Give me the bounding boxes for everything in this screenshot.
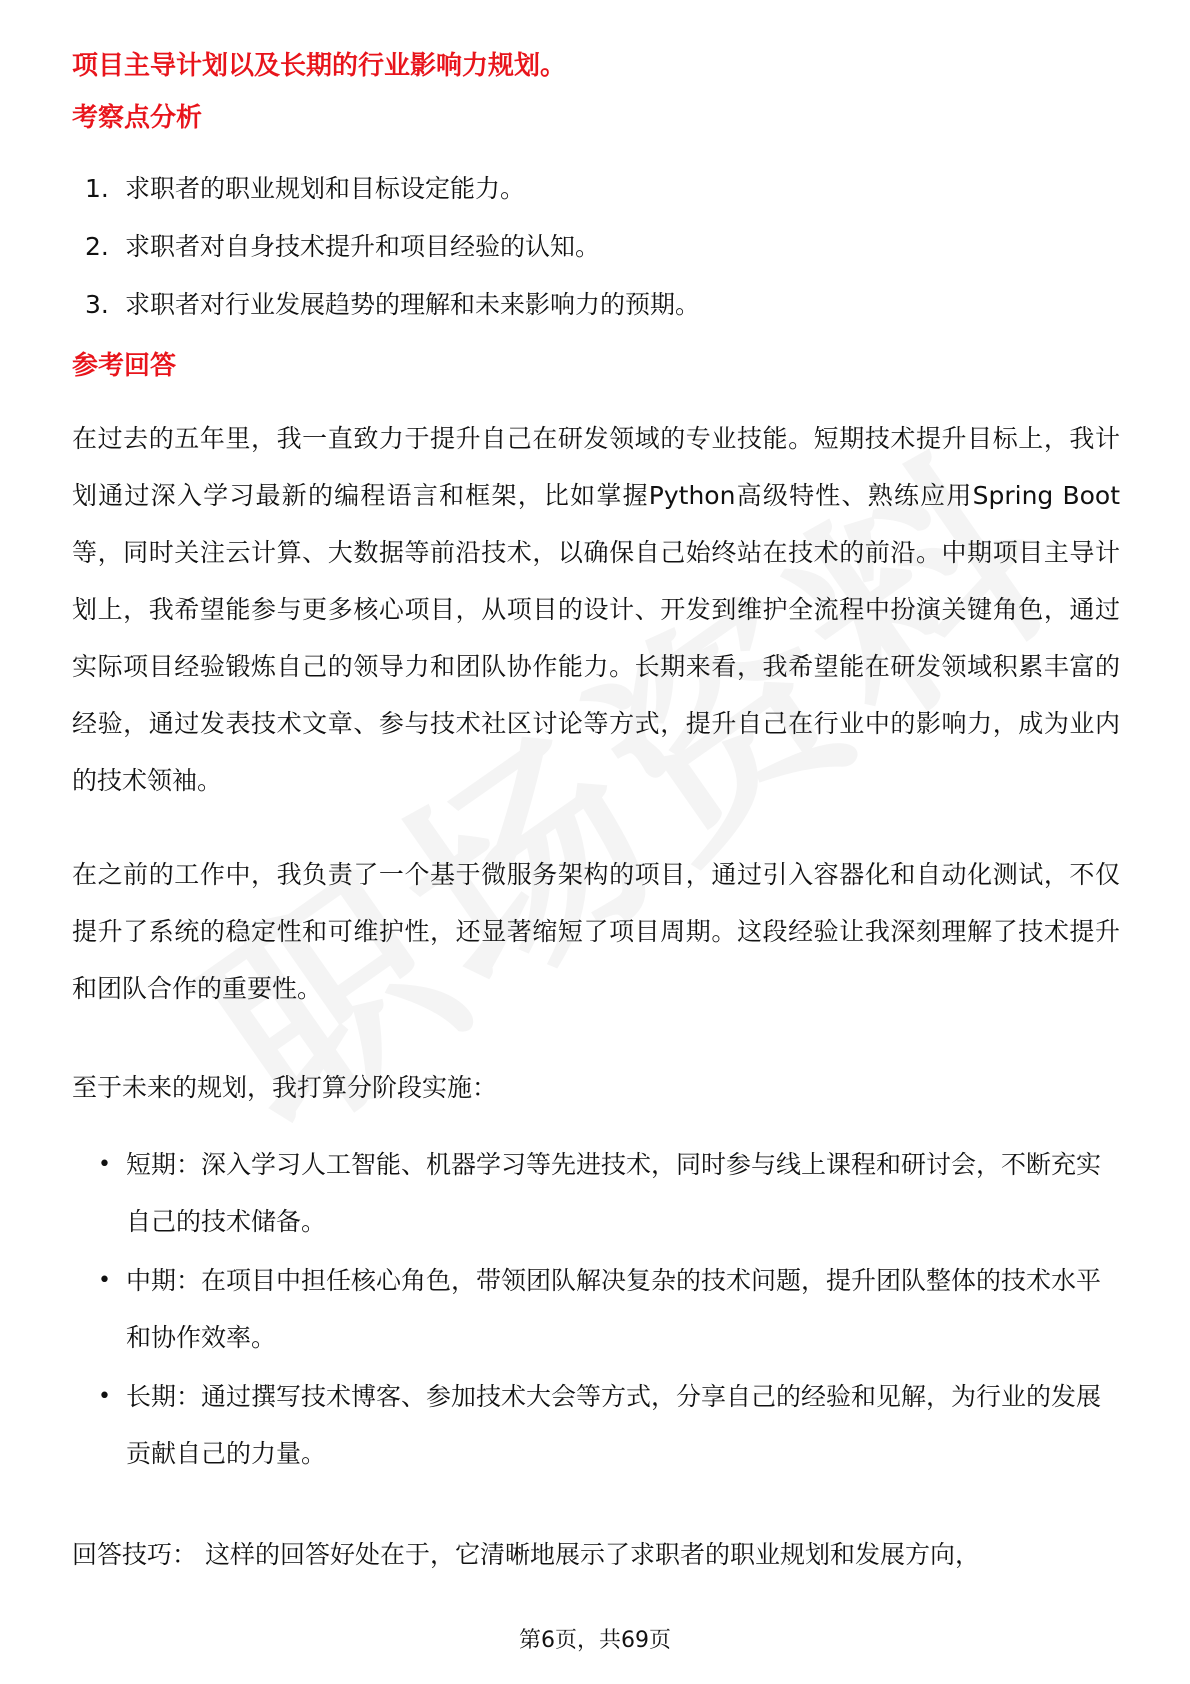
answer-tip: 回答技巧： 这样的回答好处在于，它清晰地展示了求职者的职业规划和发展方向， [72, 1540, 980, 1569]
list-item [98, 1136, 1118, 1250]
answer-paragraph-1: 在过去的五年里，我一直致力于提升自己在研发领域的专业技能。短期技术提升目标上，我计划通过深入学习最新的编程语言和框架，比如掌握Python高级特性、熟练应用Spring Boot等，同时关注云计算、大数据等前沿技术，以确保自己始终站在技术的前沿。中期项目主导计划上，我希望能参与更多核心项目，从项目的设计、开发到维护全流程中扮演关键角色，通过实际项目经验锻炼自己的领导力和团队协作能力。长期来看，我希望能在研发领域积累丰富的经验，通过发表技术文章、参与技术社区讨论等方式，提升自己在行业中的影响力，成为业内的技术领袖。 [72, 424, 1120, 795]
list-item [85, 218, 1125, 276]
bullet-text: 长期：通过撰写技术博客、参加技术大会等方式，分享自己的经验和见解，为行业的发展贡献自己的力量。 [126, 1382, 1102, 1468]
intro-line: 项目主导计划以及长期的行业影响力规划。 [72, 51, 567, 81]
list-number: 2. [85, 232, 109, 261]
list-text: 求职者对自身技术提升和项目经验的认知。 [125, 232, 601, 261]
bullet-dot: • [98, 1268, 111, 1293]
list-text: 求职者对行业发展趋势的理解和未来影响力的预期。 [125, 290, 701, 319]
analysis-list [85, 160, 1125, 334]
bullet-dot: • [98, 1384, 111, 1409]
list-number: 1. [85, 174, 109, 203]
list-item [85, 276, 1125, 334]
list-item [85, 160, 1125, 218]
answer-paragraph-2: 在之前的工作中，我负责了一个基于微服务架构的项目，通过引入容器化和自动化测试，不仅提升了系统的稳定性和可维护性，还显著缩短了项目周期。这段经验让我深刻理解了技术提升和团队合作的重要性。 [72, 860, 1120, 1003]
section-title-answer: 参考回答 [72, 351, 177, 381]
bullet-text: 短期：深入学习人工智能、机器学习等先进技术，同时参与线上课程和研讨会，不断充实自己的技术储备。 [126, 1150, 1102, 1236]
list-item [98, 1252, 1118, 1366]
section-title-analysis: 考察点分析 [72, 103, 203, 133]
bullet-text: 中期：在项目中担任核心角色，带领团队解决复杂的技术问题，提升团队整体的技术水平和协作效率。 [126, 1266, 1102, 1352]
list-number: 3. [85, 290, 109, 319]
plan-bullet-list [98, 1136, 1118, 1484]
list-text: 求职者的职业规划和目标设定能力。 [125, 174, 526, 203]
answer-paragraph-3: 至于未来的规划，我打算分阶段实施： [72, 1073, 498, 1102]
bullet-dot: • [98, 1152, 111, 1177]
page-number: 第6页，共69页 [519, 1628, 671, 1653]
list-item [98, 1368, 1118, 1482]
